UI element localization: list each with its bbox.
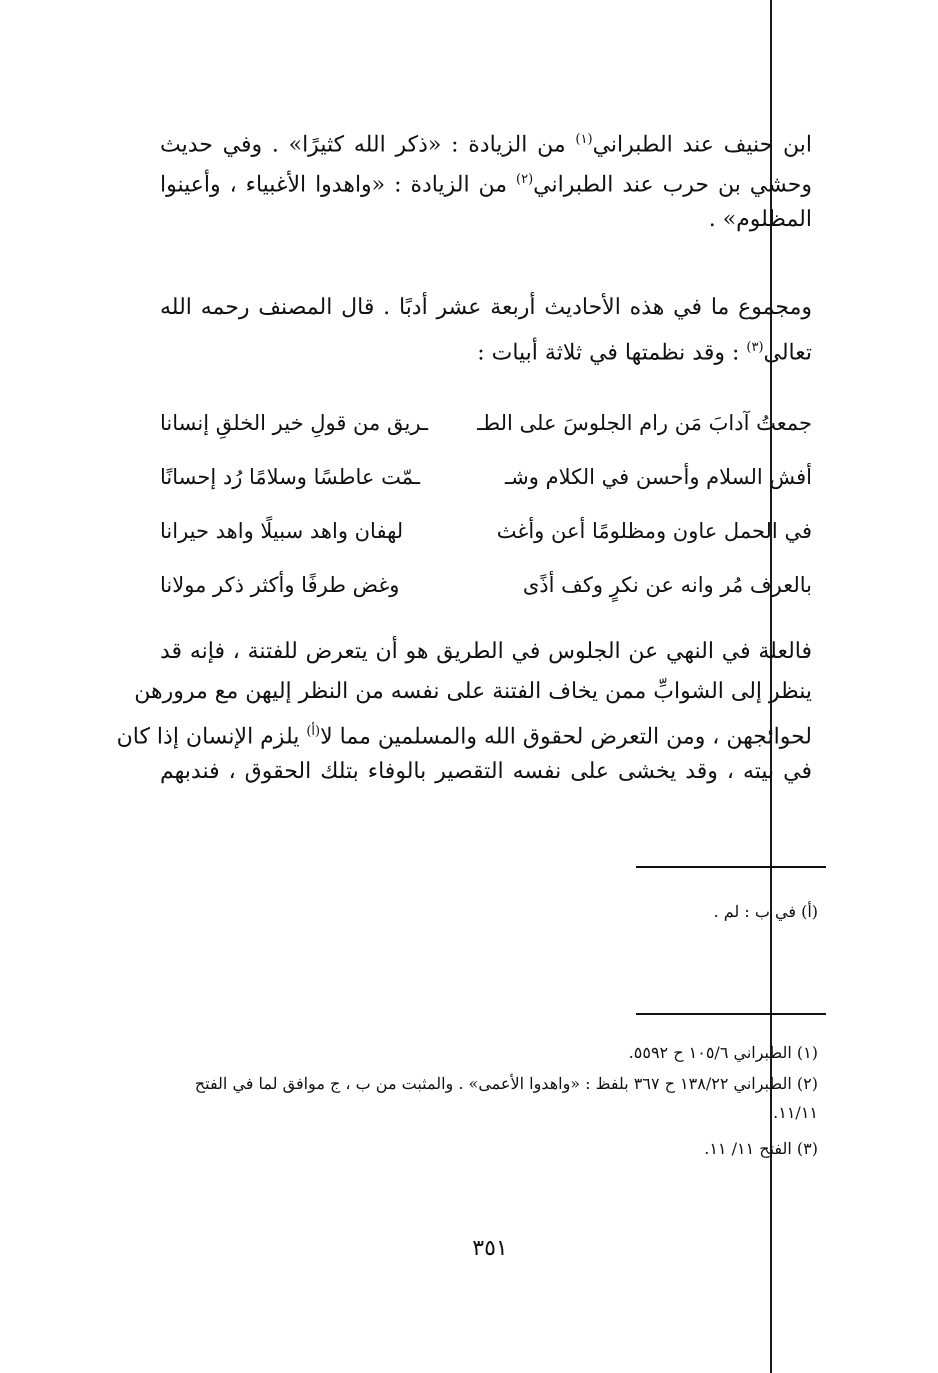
- text-line: لحوائجهن ، ومن التعرض لحقوق الله والمسلمين مما لا$^{(أ)}$ يلزم الإنسان إذا كان: [116, 724, 812, 750]
- paragraph-fourteen-manners: [160, 288, 812, 368]
- paragraph-reason-explanation: [116, 632, 812, 792]
- verse-first-hemistich: أفش السلام وأحسن في الكلام وشـ: [505, 465, 812, 489]
- footnote-reference[interactable]: (٢): [516, 172, 534, 187]
- verse-line: [160, 558, 812, 612]
- verse-second-hemistich: لهفان واهد سبيلًا واهد حيرانا: [160, 519, 404, 543]
- page-number: ٣٥١: [472, 1236, 508, 1261]
- text-line: تعالى$^{(٣)}$ : وقد نظمتها في ثلاثة أبيات :: [477, 340, 812, 366]
- footnote-2: (٢) الطبراني ١٣٨/٢٢ ح ٣٦٧ بلفظ : «واهدوا الأعمى» . والمثبت من ب ، ج موافق لما في الفتح: [194, 1074, 818, 1093]
- text-line: ينظر إلى الشوابِّ ممن يخاف الفتنة على نفسه من النظر إليهن مع مرورهن: [134, 679, 812, 704]
- verse-line: [160, 450, 812, 504]
- text-line: ابن حنيف عند الطبراني$^{(١)}$ من الزيادة : «ذكر الله كثيرًا» . وفي حديث: [160, 132, 812, 158]
- verse-second-hemistich: ـمّت عاطسًا وسلامًا رُد إحسانًا: [160, 465, 420, 489]
- footnote-divider: [636, 1013, 826, 1015]
- verse-first-hemistich: في الحمل عاون ومظلومًا أعن وأغث: [496, 519, 812, 543]
- variant-footnote: (أ) في ب : لم .: [713, 902, 818, 921]
- footnote-3: (٣) الفتح ١١/ ١١.: [704, 1139, 818, 1158]
- verse-second-hemistich: ـريق من قولِ خير الخلقِ إنسانا: [160, 411, 429, 435]
- poem-verses: [160, 396, 812, 612]
- text-line: فالعلة في النهي عن الجلوس في الطريق هو أن يتعرض للفتنة ، فإنه قد: [160, 639, 812, 664]
- variant-reference[interactable]: (أ): [306, 724, 321, 739]
- text-line: في بيته ، وقد يخشى على نفسه التقصير بالوفاء بتلك الحقوق ، فندبهم: [160, 759, 812, 784]
- footnote-divider: [636, 866, 826, 868]
- verse-line: [160, 396, 812, 450]
- verse-first-hemistich: جمعتُ آدابَ مَن رام الجلوسَ على الطـ: [477, 411, 812, 435]
- footnote-1: (١) الطبراني ١٠٥/٦ ح ٥٥٩٢.: [628, 1043, 818, 1062]
- footnote-2-continuation: ١١/١١.: [773, 1103, 818, 1122]
- footnote-reference[interactable]: (١): [575, 132, 593, 147]
- text-line: وحشي بن حرب عند الطبراني$^{(٢)}$ من الزيادة : «واهدوا الأغبياء ، وأعينوا: [160, 172, 812, 198]
- verse-line: [160, 504, 812, 558]
- footnote-reference[interactable]: (٣): [746, 340, 764, 355]
- verse-first-hemistich: بالعرف مُر وانه عن نكرٍ وكف أذًى: [522, 573, 812, 597]
- paragraph-hadith-additions: [160, 120, 812, 240]
- text-line: المظلوم» .: [708, 207, 812, 232]
- text-line: ومجموع ما في هذه الأحاديث أربعة عشر أدبًا . قال المصنف رحمه الله: [160, 295, 812, 320]
- verse-second-hemistich: وغض طرفًا وأكثر ذكر مولانا: [160, 573, 400, 597]
